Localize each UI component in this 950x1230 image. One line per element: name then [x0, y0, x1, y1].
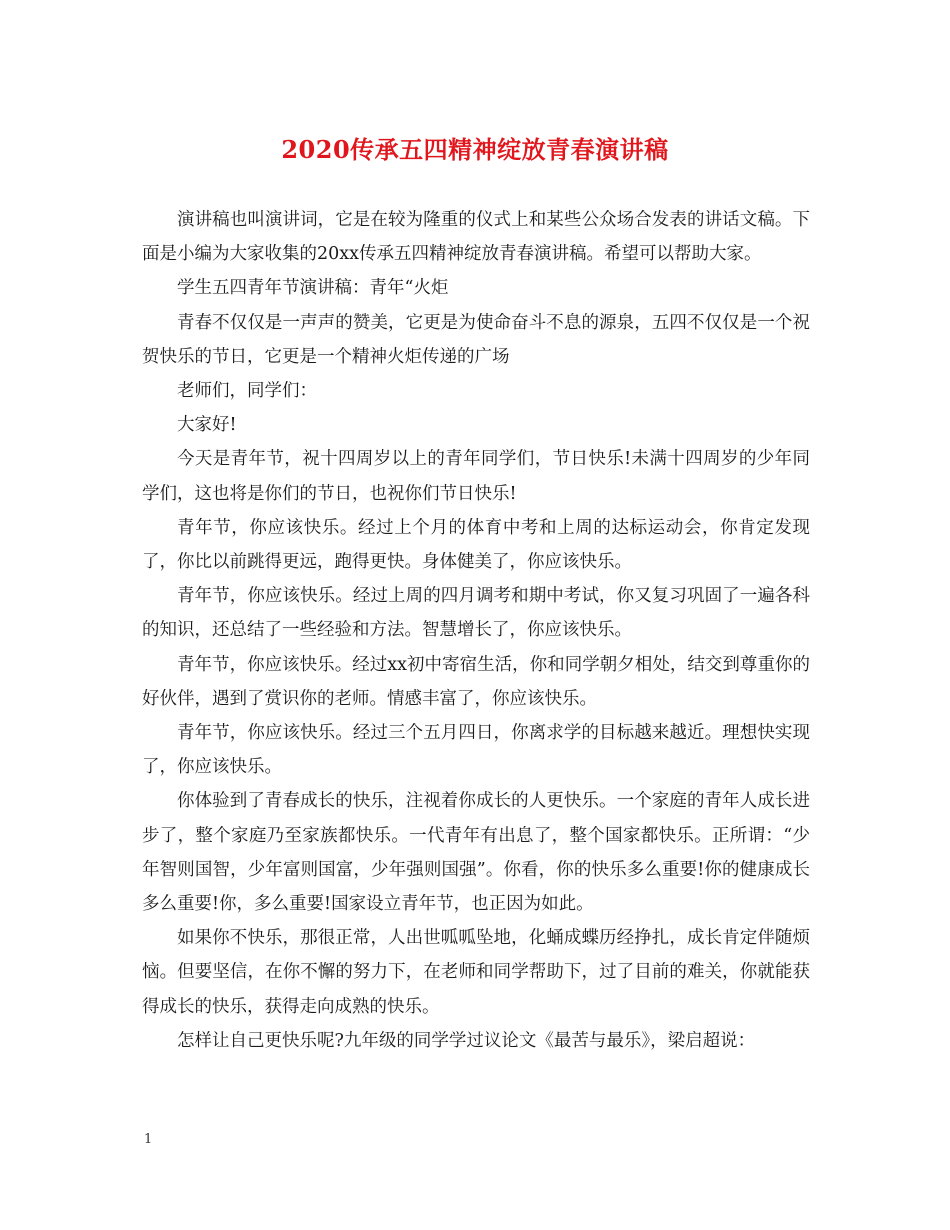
paragraph: 青年节，你应该快乐。经过上周的四月调考和期中考试，你又复习巩固了一遍各科的知识，还总结了一些经验和方法。智慧增长了，你应该快乐。 [142, 586, 810, 641]
paragraph: 今天是青年节，祝十四周岁以上的青年同学们，节日快乐!未满十四周岁的少年同学们，这也将是你们的节日，也祝你们节日快乐! [142, 449, 810, 504]
paragraph: 青年节，你应该快乐。经过上个月的体育中考和上周的达标运动会，你肯定发现了，你比以前跳得更远，跑得更快。身体健美了，你应该快乐。 [142, 517, 810, 573]
document-title: 2020传承五四精神绽放青春演讲稿 [281, 135, 669, 164]
paragraph: 青年节，你应该快乐。经过三个五月四日，你离求学的目标越来越近。理想快实现了，你应该快乐。 [142, 723, 810, 778]
paragraph: 青年节，你应该快乐。经过xx初中寄宿生活，你和同学朝夕相处，结交到尊重你的好伙伴，遇到了赏识你的老师。情感丰富了，你应该快乐。 [142, 654, 810, 709]
paragraph: 你体验到了青春成长的快乐，注视着你成长的人更快乐。一个家庭的青年人成长进步了，整个家庭乃至家族都快乐。一代青年有出息了，整个国家都快乐。正所谓：“少年智则国智，少年富则国富，少年强则国强”。你看，你的快乐多么重要!你的健康成长多么重要!你，多么重要!国家设立青年节，也正因为如此。 [142, 791, 810, 915]
page-number: 1 [144, 1132, 153, 1147]
paragraph-subtitle: 学生五四青年节演讲稿：青年“火炬 [177, 278, 449, 299]
paragraph: 如果你不快乐，那很正常，人出世呱呱坠地，化蛹成蝶历经挣扎，成长肯定伴随烦恼。但要坚信，在你不懈的努力下，在老师和同学帮助下，过了目前的难关，你就能获得成长的快乐，获得走向成熟的快乐。 [142, 928, 810, 1017]
paragraph-intro: 演讲稿也叫演讲词，它是在较为隆重的仪式上和某些公众场合发表的讲话文稿。下面是小编为大家收集的20xx传承五四精神绽放青春演讲稿。希望可以帮助大家。 [142, 210, 810, 265]
paragraph-salutation: 老师们，同学们： [177, 381, 317, 402]
paragraph: 青春不仅仅是一声声的赞美，它更是为使命奋斗不息的源泉，五四不仅仅是一个祝贺快乐的节日，它更是一个精神火炬传递的广场 [142, 312, 810, 367]
paragraph: 怎样让自己更快乐呢?九年级的同学学过议论文《最苦与最乐》，梁启超说： [177, 1030, 756, 1051]
document-body [142, 203, 810, 1058]
paragraph-greeting: 大家好! [177, 415, 237, 436]
